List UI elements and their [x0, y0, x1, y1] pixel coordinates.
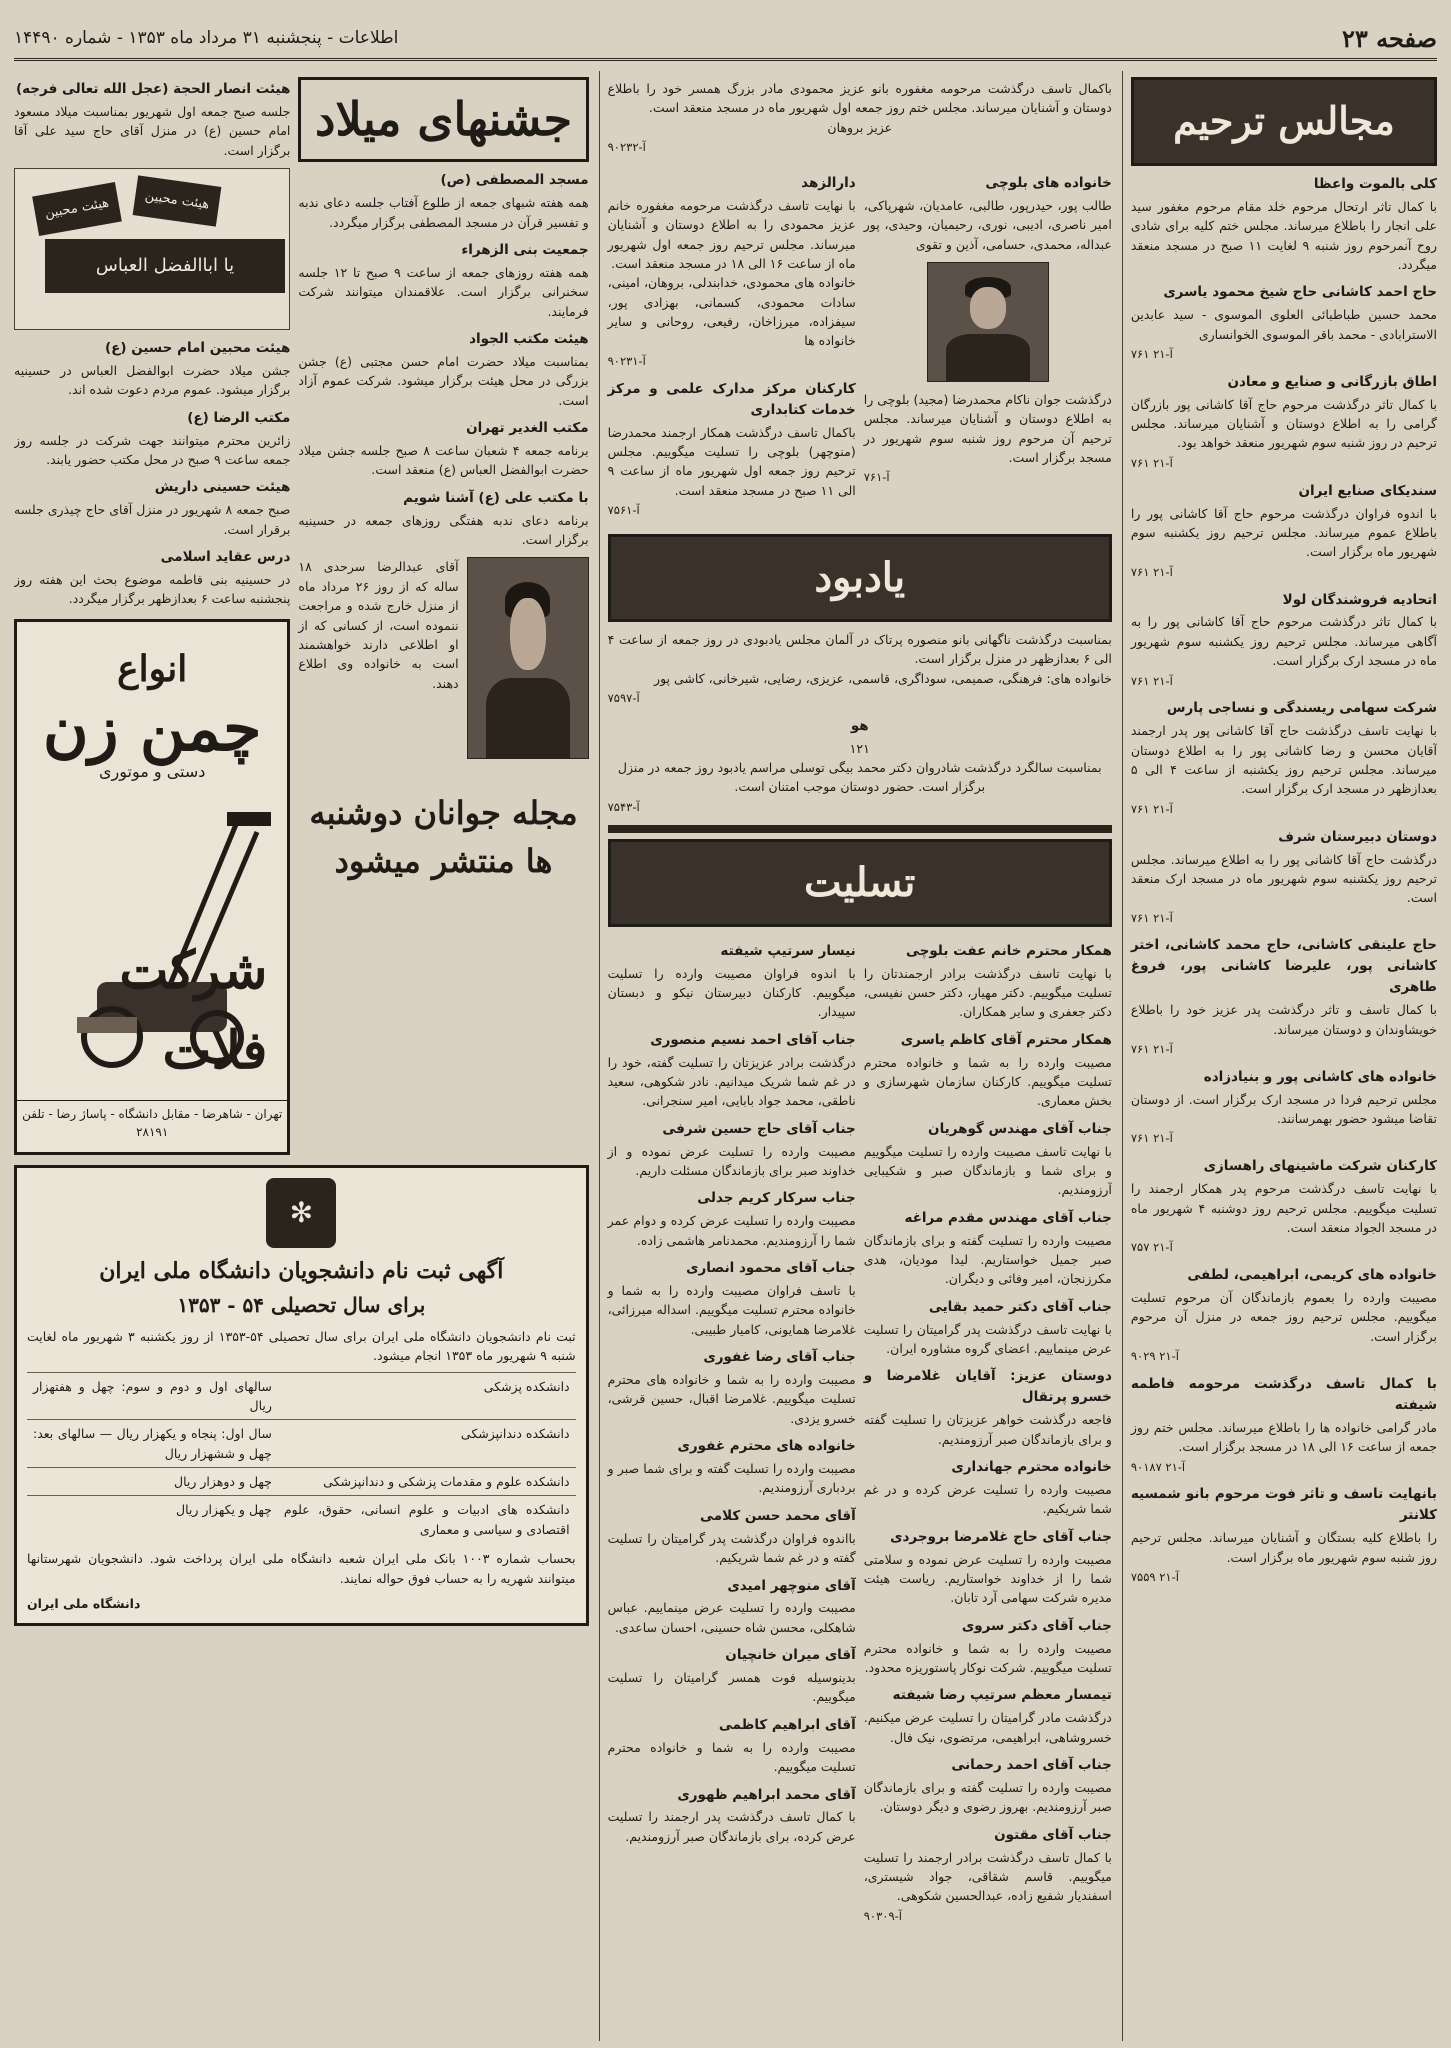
obituary-body: درگذشت حاج آقا کاشانی پور را به اطلاع میرساند. مجلس ترحیم روز یکشنبه سوم شهریور ماه در مسجد ارک منعقد است.	[1130, 851, 1437, 906]
obituary-list	[1131, 174, 1437, 1587]
obituary-item	[1131, 1484, 1437, 1586]
event-title: مسجد المصطفی (ص)	[440, 172, 589, 189]
condolence-item	[608, 1188, 856, 1250]
obituary-body: با کمال تاثر درگذشت مرحوم حاج آقا کاشانی پور را به آگاهی میرساند. مجلس ترحیم روز یکشنبه سوم شهریور ماه در مسجد ارک برگزار است.	[1130, 614, 1437, 669]
obituary-title: بانهایت تاسف و تاثر فوت مرحوم بانو شمسیه کلانتر	[1130, 1486, 1437, 1524]
baloochi-notice	[864, 173, 1112, 254]
condolence-body: مصیبت وارده را تسلیت گفته و برای بازماندگان صبر آرزومندیم. بهروز رضوی و دیگر دوستان.	[863, 1780, 1112, 1815]
notice-title: هو	[850, 717, 869, 734]
ad-code: آ-۷۵۹۷	[607, 690, 640, 705]
obituaries-banner: مجالس ترحیم	[1131, 77, 1437, 166]
ad-company: شرکت فلات	[119, 939, 268, 1082]
obituary-item	[1131, 481, 1437, 582]
obituary-title: با کمال تاسف درگذشت مرحومه فاطمه شیفته	[1130, 1376, 1437, 1413]
obituary-item	[1131, 1156, 1437, 1257]
ad-intro: ثبت نام دانشجویان دانشگاه ملی ایران برای سال تحصیلی ۵۴-۱۳۵۳ از روز یکشنبه ۳ شهریور ماه لغایت شنبه ۹ شهریور ماه ۱۳۵۳ انجام میشود.	[27, 1328, 576, 1364]
condolence-body: مصیبت وارده را تسلیت عرض مینماییم. عباس شاهکلی، محسن شاه حسینی، احسان ساعدی.	[607, 1600, 856, 1635]
ad-code: آ-۲۱ ۷۶۱	[1130, 801, 1173, 816]
ad-address: تهران - شاهرضا - مقابل دانشگاه - پاساژ رضا - تلفن ۲۸۱۹۱	[17, 1100, 287, 1142]
condolence-title: همکار محترم خانم عفت بلوچی	[905, 942, 1112, 959]
center-notice	[608, 379, 856, 520]
obituary-body: با نهایت تاسف درگذشت حاج آقا کاشانی پور پدر ارجمند آقایان محسن و رضا کاشانی پور را به اطلاع دوستان میرساند. مجلس ترحیم روز یکشنبه از ساعت ۴ الی ۵ بعدازظهر در مسجد ارک برگزار است.	[1130, 723, 1437, 797]
condolence-title: خانواده های محترم غفوری	[677, 1438, 856, 1455]
condolence-item	[864, 1366, 1112, 1449]
condolence-title: جناب آقای احمد رحمانی	[951, 1757, 1112, 1774]
condolence-body: مصیبت وارده را به شما و خانواده محترم تسلیت میگوییم. شرکت نوکار پاستوریزه محدود.	[863, 1640, 1112, 1676]
notice-title: دارالزهد	[801, 174, 856, 191]
obituary-body: مصیبت وارده را بعموم بازماندگان آن مرحوم تسلیت میگوییم. مجلس ترحیم روز جمعه در منزل آن مرحوم برگزار است.	[1130, 1290, 1437, 1344]
festivals-heading: جشنهای میلاد	[298, 77, 588, 162]
magazine-ad: مجله جوانان دوشنبه ها منتشر میشود	[309, 794, 578, 881]
notice-body: باکمال تاسف درگذشت همکار ارجمند محمدرضا (منوچهر) بلوچی را تسلیت میگوییم. مجلس ترحیم روز جمعه اول شهریور ماه از ساعت ۹ الی ۱۱ صبح در مسجد منعقد است.	[607, 424, 856, 498]
portrait-photo	[927, 262, 1049, 382]
condolence-item	[864, 1208, 1112, 1289]
event-body: بمناسبت میلاد حضرت امام حسن مجتبی (ع) جشن بزرگی در محل هیئت برگزار میشود. شرکت عموم آزاد است.	[298, 353, 589, 408]
condolence-item	[608, 1436, 856, 1498]
notice-subcolumn-right	[864, 165, 1112, 528]
events-column	[14, 71, 589, 2041]
university-registration-ad	[14, 1165, 589, 1627]
university-logo-icon: ✻	[266, 1178, 336, 1248]
condolence-title: جناب آقای رضا غفوری	[703, 1349, 856, 1366]
condolence-subcolumn-right	[864, 933, 1112, 1934]
condolence-body: مصیبت وارده را تسلیت عرض نموده و از خداوند صبر برای بازماندگان مسئلت داریم.	[607, 1143, 856, 1179]
condolence-item	[608, 1785, 856, 1847]
photo-caption: آقای عبدالرضا سرحدی ۱۸ ساله که از روز ۲۶ مرداد ماه از منزل خارج شده و مراجعت ننموده است، از کسانی که از او اطلاعی دارند خواهشمند است به خانواده وی اطلاع دهند.	[298, 559, 459, 691]
condolence-title: تیمسار معظم سرتیپ رضا شیفته	[892, 1687, 1112, 1704]
condolence-title: خانواده محترم جهانداری	[951, 1459, 1112, 1476]
condolence-title: دوستان عزیز: آقایان غلامرضا و خسرو پرتقال	[863, 1368, 1112, 1406]
columns	[14, 71, 1437, 2041]
ad-code: آ-۲۱ ۹۰۲۹	[1130, 1349, 1179, 1364]
event-body: همه هفته روزهای جمعه از ساعت ۹ صبح تا ۱۲ جلسه سخنرانی برگزار است. علاقمندان میتوانند شرکت فرمایند.	[298, 264, 589, 319]
condolence-item	[608, 1030, 856, 1111]
condolence-body: مصیبت وارده را تسلیت گفته و برای بازماندگان صبر جمیل خواستاریم. لیدا مودیان، هدی مکرزنجان، امیر وفائی و دیگران.	[863, 1232, 1112, 1287]
notice-families: خانواده های محمودی، خدابندلی، بروهان، امینی، سادات محمودی، کسمانی، بهزادی پور، سیفزاده، میرزاخان، رفیعی، روحانی و سایر خانواده ها	[607, 275, 856, 349]
obituary-body: با کمال تاسف و تاثر درگذشت پدر عزیز خود را باطلاع خویشاوندان و دوستان میرساند.	[1130, 1002, 1437, 1037]
page-number: صفحه ۲۳	[1341, 23, 1437, 53]
fee-cell: چهل و دوهزار ریال	[27, 1468, 278, 1496]
condolence-body: مصیبت وارده را به شما و خانواده محترم تسلیت میگوییم. کارکنان سازمان شهرسازی و بخش معماری.	[863, 1054, 1112, 1109]
ad-code: آ-۲۱ ۷۶۱	[1130, 346, 1173, 361]
ad-title: آگهی ثبت نام دانشجویان دانشگاه ملی ایران	[99, 1257, 504, 1284]
obituary-title: خانواده های کاشانی پور و بنیادزاده	[1203, 1068, 1437, 1085]
condolence-body: فاجعه درگذشت خواهر عزیزتان را تسلیت گفته و برای بازماندگان صبر آرزومندیم.	[863, 1412, 1112, 1447]
obituary-item	[1131, 935, 1437, 1058]
missing-person-text	[298, 557, 458, 759]
ad-code: آ-۹۰۲۳۱	[607, 353, 646, 368]
condolence-title: جناب آقای حاج حسین شرفی	[662, 1120, 856, 1137]
condolence-body: با نهایت تاسف درگذشت برادر ارجمندتان را تسلیت میگوییم. دکتر مهیار، دکتر حسن نفیسی، دکتر جعفری و سایر همکاران.	[863, 965, 1112, 1020]
obituary-item	[1131, 698, 1437, 818]
condolence-body: مصیبت وارده را به شما و خانواده های محترم تسلیت میگوییم. غلامرضا اقبال، حسین قرشی، خسرو یزدی.	[607, 1372, 856, 1426]
condolence-item	[864, 941, 1112, 1022]
ad-code: آ-۲۱ ۷۵۷	[1130, 1240, 1173, 1255]
event-body: در حسینیه بنی فاطمه موضوع بحث این هفته روز پنجشنبه ساعت ۶ بعدازظهر برگزار میگردد.	[14, 571, 291, 607]
condolence-item	[608, 1576, 856, 1638]
ad-code: آ-۲۱ ۷۶۱	[1130, 1041, 1173, 1056]
obituary-item	[1131, 827, 1437, 928]
condolence-body: مصیبت وارده را تسلیت عرض کرده و در غم شما شریکیم.	[863, 1482, 1112, 1517]
condolence-body: درگذشت مادر گرامیتان را تسلیت عرض میکنیم. خسروشاهی، ابراهیمی، مرتضوی، نیک فال.	[863, 1710, 1112, 1745]
condolence-title: همکار محترم آقای کاظم یاسری	[900, 1031, 1112, 1048]
lawnmower-ad	[14, 619, 290, 1155]
event-item	[298, 170, 588, 232]
missing-person	[298, 557, 588, 759]
notice-body: با نهایت تاسف درگذشت مرحومه مغفوره خانم عزیز محمودی را به اطلاع دوستان و آشنایان میرساند. مجلس ترحیم روز جمعه اول شهریور ماه از ساعت ۱۶ الی ۱۸ در مسجد منعقد است.	[607, 197, 856, 271]
obituary-title: حاج علینقی کاشانی، حاج محمد کاشانی، اختر کاشانی پور، علیرضا کاشانی پور، فروغ طاهری	[1130, 937, 1437, 996]
obituary-body: مادر گرامی خانواده ها را باطلاع میرساند. مجلس ختم روز جمعه از ساعت ۱۶ الی ۱۸ در مسجد برگزار است.	[1130, 1419, 1437, 1455]
flag: هیئت محبین	[32, 182, 122, 236]
event-title: درس عقاید اسلامی	[160, 549, 291, 566]
event-body: جشن میلاد حضرت ابوالفضل العباس در حسینیه برگزار میشود. عموم مردم دعوت شده اند.	[14, 362, 291, 398]
obituary-body: با نهایت تاسف درگذشت مرحوم پدر همکار ارجمند را تسلیت میگوییم. مجلس ترحیم روز دوشنبه ۴ شهریور ماه در مسجد الجواد منعقد است.	[1130, 1181, 1437, 1235]
page-header	[14, 18, 1437, 61]
condolence-item	[864, 1297, 1112, 1359]
table-row	[27, 1468, 576, 1496]
condolence-title: جناب آقای مهندس مقدم مراغه	[904, 1209, 1112, 1226]
obituary-body: را باطلاع کلیه بستگان و آشنایان میرساند. مجلس ترحیم روز شنبه سوم شهریور ماه برگزار است.	[1130, 1530, 1437, 1565]
notice-title: خانواده های بلوچی	[985, 174, 1112, 191]
obituary-title: حاج احمد کاشانی حاج شیخ محمود یاسری	[1163, 284, 1437, 301]
condolence-title: جناب آقای مقتون	[994, 1826, 1112, 1843]
edition-line: اطلاعات - پنجشنبه ۳۱ مرداد ماه ۱۳۵۳ - شماره ۱۴۴۹۰	[14, 28, 399, 48]
event-body: برنامه جمعه ۴ شعبان ساعت ۸ صبح جلسه جشن میلاد حضرت ابوالفضل العباس (ع) منعقد است.	[298, 442, 589, 478]
notice-body: درگذشت جوان ناکام محمدرضا (مجید) بلوچی را به اطلاع دوستان و آشنایان میرساند. مجلس ترحیم آن مرحوم روز شنبه سوم شهریور در مسجد برگزار است.	[863, 391, 1112, 466]
condolence-title: جناب آقای محمود انصاری	[686, 1260, 856, 1277]
notice-subcolumns	[608, 165, 1112, 528]
baloochi-notice-body	[864, 390, 1112, 487]
memorial-families: خانواده های: فرهنگی، صمیمی، سوداگری، قاسمی، عزیزی، رضایی، شیرخانی، کاشی پور	[654, 670, 1112, 686]
notice-title: کارکنان مرکز مدارک علمی و مرکز خدمات کتابداری	[607, 380, 856, 418]
condolence-item	[608, 1258, 856, 1339]
notices-column	[599, 71, 1112, 2041]
school-cell: دانشکده پزشکی	[278, 1372, 576, 1420]
ad-footer: بحساب شماره ۱۰۰۳ بانک ملی ایران شعبه دانشگاه ملی ایران پرداخت شود. دانشجویان شهرستانها میتوانند شهریه را به حساب فوق حواله نمایند.	[27, 1551, 576, 1586]
event-title: هیئت انصار الحجة (عجل الله تعالی فرجه)	[15, 81, 291, 97]
condolence-body: با نهایت تاسف مصیبت وارده را تسلیت میگوییم و برای شما و بازماندگان صبر و شکیبایی آرزومندیم.	[863, 1143, 1112, 1198]
condolence-title: نیسار سرتیپ شیفته	[720, 942, 856, 959]
memorial-body: بمناسبت درگذشت ناگهانی بانو منصوره پرتاک در آلمان مجلس یادبودی در روز جمعه از ساعت ۴ الی ۶ بعدازظهر در منزل برگزار است.	[607, 631, 1112, 667]
obituary-item	[1131, 174, 1437, 274]
condolence-item	[864, 1457, 1112, 1519]
ad-code: آ-۲۱ ۷۵۵۹	[1130, 1570, 1179, 1584]
notice-signature: عزیز بروهان	[827, 119, 893, 135]
condolence-item	[608, 1119, 856, 1181]
condolence-title: آقای ابراهیم کاظمی	[718, 1716, 856, 1733]
event-item	[14, 547, 290, 609]
obituary-item	[1131, 1265, 1437, 1366]
condolence-item	[608, 1715, 856, 1777]
condolence-body: مصیبت وارده را تسلیت عرض نموده و سلامتی شما را از خداوند خواستاریم. ریاست هیئت مدیره شرکت سهامی آرد تابان.	[863, 1551, 1112, 1606]
events-subcolumns	[14, 71, 589, 1155]
obituary-column	[1122, 71, 1437, 2041]
ad-line: انواع	[117, 647, 188, 690]
anniversary-notice	[608, 716, 1112, 817]
fee-table	[27, 1372, 576, 1544]
event-title: هیئت مکتب الجواد	[469, 331, 589, 348]
memorial-banner: یادبود	[608, 534, 1112, 622]
notice-names: طالب پور، حیدرپور، طالبی، عامدیان، شهرپاکی، امیر ناصری، ادیبی، نوری، رحیمیان، وحیدی، پور عبداله، محمدی، حسامی، آذین و تقوی	[863, 197, 1112, 252]
ad-code: آ-۹۰۲۳۲	[607, 140, 646, 155]
obituary-title: شرکت سهامی ریسندگی و نساجی پارس	[1166, 700, 1437, 717]
divider	[608, 825, 1112, 833]
condolence-body: درگذشت برادر عزیزتان را تسلیت گفته، خود را در غم شما شریک میدانیم. نادر شکوهی، سعید ناطقی، محمد جواد بابایی، امیر سنجرانی.	[607, 1054, 856, 1109]
condolence-item	[608, 1645, 856, 1707]
event-item	[14, 79, 290, 160]
notice-number: ۱۲۱	[849, 740, 870, 756]
event-item	[14, 477, 290, 539]
condolence-subcolumn-left	[608, 933, 856, 1934]
ad-subtitle: برای سال تحصیلی ۵۴ - ۱۳۵۳	[177, 1292, 426, 1317]
table-row	[27, 1372, 576, 1420]
event-item	[14, 408, 290, 470]
ad-code: آ-۲۱ ۷۶۱	[1130, 910, 1173, 925]
top-notice	[608, 79, 1112, 157]
flag: هیئت محبین	[133, 175, 222, 226]
event-title: هیئت حسینی داریش	[154, 479, 291, 496]
event-body: زائرین محترم میتوانند جهت شرکت در جلسه روز جمعه ساعت ۹ صبح در محل مکتب حضور یابند.	[14, 432, 291, 468]
event-body: همه هفته شبهای جمعه از طلوع آفتاب جلسه دعای ندبه و تفسیر قرآن در مسجد المصطفی برگزار میگردد.	[298, 195, 589, 230]
condolence-body: بدینوسیله فوت همسر گرامیتان را تسلیت میگوییم.	[607, 1670, 856, 1705]
condolence-banner: تسلیت	[608, 839, 1112, 927]
memorial-notice	[608, 630, 1112, 708]
event-body: برنامه دعای ندبه هفتگی روزهای جمعه در حسینیه برگزار است.	[298, 512, 589, 548]
ad-code: آ-۲۱ ۷۶۱	[1130, 673, 1173, 688]
obituary-title: اتحادیه فروشندگان لولا	[1282, 591, 1437, 608]
fee-cell: سال اول: پنجاه و یکهزار ریال — سالهای بعد: چهل و ششهزار ریال	[27, 1420, 278, 1468]
condolence-title: آقای محمد ابراهیم ظهوری	[677, 1786, 856, 1803]
darolzahra-notice	[608, 173, 856, 371]
condolence-item	[864, 1825, 1112, 1926]
event-title: مکتب الغدیر تهران	[466, 420, 589, 437]
condolence-title: جناب آقای دکتر سروی	[961, 1617, 1112, 1634]
obituary-title: اطاق بازرگانی و صنایع و معادن	[1227, 373, 1437, 390]
event-body: صبح جمعه ۸ شهریور در منزل آقای حاج چیذری جلسه برقرار است.	[14, 502, 291, 537]
ad-code: آ-۷۵۶۱	[607, 503, 640, 518]
event-title: هیئت محبین امام حسین (ع)	[105, 340, 291, 357]
condolence-body: با تاسف فراوان مصیبت وارده را به شما و خانواده محترم تسلیت میگوییم. اسداله میرزائی، غلامرضا همایونی، کامیار طبیبی.	[607, 1282, 856, 1337]
condolence-subcolumns	[608, 933, 1112, 1934]
obituary-title: کارکنان شرکت ماشینهای راهسازی	[1203, 1158, 1437, 1175]
religious-flags-illustration	[14, 168, 290, 330]
condolence-body: بااندوه فراوان درگذشت پدر گرامیتان را تسلیت گفته و در غم شما شریکیم.	[607, 1530, 856, 1566]
condolence-item	[608, 1347, 856, 1428]
condolence-item	[864, 1527, 1112, 1608]
ad-code: آ-۲۱ ۷۶۱	[1130, 1131, 1173, 1146]
obituary-item	[1131, 1374, 1437, 1476]
obituary-item	[1131, 590, 1437, 691]
obituary-body: مجلس ترحیم فردا در مسجد ارک برگزار است. از دوستان تقاضا میشود حضور بهمرسانند.	[1130, 1091, 1437, 1127]
event-item	[298, 418, 588, 480]
notice-body: باکمال تاسف درگذشت مرحومه مغفوره بانو عزیز محمودی مادر بزرگ همسر خود را باطلاع دوستان و آشنایان میرساند. مجلس ختم روز جمعه اول شهریور ماه در مسجد منعقد است.	[607, 81, 1112, 116]
obituary-item	[1131, 282, 1437, 363]
obituary-item	[1131, 372, 1437, 473]
event-body: جلسه صبح جمعه اول شهریور بمناسبت میلاد مسعود امام حسین (ع) در منزل آقای حاج سید علی آقا برگزار است.	[14, 103, 291, 158]
obituary-title: سندیکای صنایع ایران	[1298, 482, 1437, 499]
notice-body: بمناسبت سالگرد درگذشت شادروان دکتر محمد بیگی توسلی مراسم یادبود روز جمعه در منزل برگزار است. حضور دوستان موجب امتنان است.	[617, 760, 1102, 795]
obituary-title: خانواده های کریمی، ابراهیمی، لطفی	[1187, 1267, 1437, 1284]
event-title: جمعیت بنی الزهراء	[461, 241, 589, 258]
obituary-body: با کمال تاثر ارتحال مرحوم خلد مقام مرحوم مغفور سید علی انجار را باطلاع میرساند. مجلس ختم کلیه برای شادی روح آنمرحوم روز شنبه ۹ لغایت ۱۱ صبح در مسجد منعقد میگردد.	[1130, 198, 1437, 272]
event-title: مکتب الرضا (ع)	[187, 409, 291, 426]
condolence-title: جناب آقای مهندس گوهریان	[928, 1120, 1112, 1137]
condolence-item	[864, 1119, 1112, 1200]
notice-subcolumn-left	[608, 165, 856, 528]
condolence-title: جناب آقای دکتر حمید بقایی	[928, 1298, 1112, 1315]
school-cell: دانشکده علوم و مقدمات پزشکی و دندانپزشکی	[278, 1468, 576, 1496]
events-subcolumn-right	[298, 71, 588, 1155]
condolence-body: با کمال تاسف درگذشت پدر ارجمند را تسلیت عرض کرده، برای بازماندگان صبر آرزومندیم.	[607, 1809, 856, 1844]
condolence-body: مصیبت وارده را تسلیت عرض کرده و دوام عمر شما را آرزومندیم. محمدنامر هاشمی زاده.	[607, 1213, 856, 1248]
condolence-title: جناب آقای احمد نسیم منصوری	[650, 1031, 856, 1048]
events-subcolumn-left	[14, 71, 290, 1155]
condolence-title: جناب سرکار کریم جدلی	[697, 1190, 856, 1207]
condolence-body: مصیبت وارده را به شما و خانواده محترم تسلیت میگوییم.	[607, 1739, 856, 1775]
ad-code: آ-۲۱ ۹۰۱۸۷	[1130, 1459, 1186, 1474]
school-cell: دانشکده های ادبیات و علوم انسانی، حقوق، علوم اقتصادی و سیاسی و معماری	[278, 1496, 576, 1543]
table-row	[27, 1420, 576, 1468]
banner-flag: یا اباالفضل العباس	[45, 239, 285, 293]
school-cell: دانشکده دندانپزشکی	[278, 1420, 576, 1468]
condolence-item	[864, 1030, 1112, 1111]
condolence-item	[608, 1506, 856, 1568]
obituary-body: با اندوه فراوان درگذشت مرحوم حاج آقا کاشانی پور را باطلاع عموم میرساند. مجلس ترحیم روز یکشنبه سوم شهریور ماه برگزار است.	[1130, 505, 1437, 560]
condolence-body: با کمال تاسف درگذشت برادر ارجمند را تسلیت میگوییم. قاسم شقاقی، جواد شیستری، اسفندیار شفیع زاده، عبدالحسین شکوهی.	[863, 1849, 1112, 1904]
event-item	[14, 338, 290, 400]
condolence-item	[864, 1755, 1112, 1817]
event-item	[298, 488, 588, 550]
obituary-item	[1131, 1067, 1437, 1148]
table-row	[27, 1496, 576, 1543]
ad-code: آ-۲۱ ۷۶۱	[1130, 564, 1173, 579]
ad-line: دستی و موتوری	[98, 761, 206, 781]
missing-person-photo	[467, 557, 589, 759]
ad-code: آ-۹۰۳۰۹	[863, 1908, 902, 1923]
condolence-title: آقای محمد حسن کلامی	[700, 1507, 856, 1524]
ad-headline: چمن زن	[42, 691, 262, 765]
ad-code: آ-۷۶۱	[863, 470, 890, 485]
event-item	[298, 329, 588, 410]
condolence-body: با اندوه فراوان مصیبت وارده را تسلیت میگوییم. کارکنان دبیرستان نیکو و دبستان سپیدار.	[607, 965, 856, 1020]
condolence-body: مصیبت وارده را تسلیت گفته و برای شما صبر و بردباری آرزومندیم.	[607, 1461, 856, 1496]
fee-cell: چهل و یکهزار ریال	[27, 1496, 278, 1543]
event-title: با مکتب علی (ع) آشنا شویم	[403, 489, 589, 506]
condolence-item	[864, 1616, 1112, 1678]
ad-signature: دانشگاه ملی ایران	[27, 1595, 141, 1611]
condolence-title: جناب آقای حاج غلامرضا بروجردی	[890, 1528, 1112, 1545]
condolence-item	[608, 941, 856, 1022]
obituary-title: کلی بالموت واعظا	[1313, 175, 1437, 192]
obituary-body: با کمال تاثر درگذشت مرحوم حاج آقا کاشانی پور بازرگان گرامی را به اطلاع دوستان و آشنایان میرساند. مجلس ترحیم در روز شنبه سوم شهریور منعقد خواهد بود.	[1130, 396, 1437, 451]
condolence-title: آقای منوچهر امیدی	[727, 1577, 856, 1594]
ad-code: آ-۲۱ ۷۶۱	[1130, 455, 1173, 470]
condolence-body: با نهایت تاسف درگذشت پدر گرامیتان را تسلیت عرض مینماییم. اعضای گروه مشاوره ایران.	[863, 1321, 1112, 1357]
obituary-title: دوستان دبیرستان شرف	[1278, 828, 1437, 845]
condolence-title: آقای میران خانچیان	[725, 1647, 856, 1664]
fee-cell: سالهای اول و دوم و سوم: چهل و هفتهزار ریال	[27, 1372, 278, 1420]
condolence-item	[864, 1685, 1112, 1747]
ad-code: آ-۷۵۴۳	[607, 799, 640, 814]
event-item	[298, 240, 588, 321]
obituary-body: محمد حسین طباطبائی العلوی الموسوی - سید عابدین الاسترابادی - محمد باقر الموسوی الخوانساری	[1130, 307, 1437, 342]
